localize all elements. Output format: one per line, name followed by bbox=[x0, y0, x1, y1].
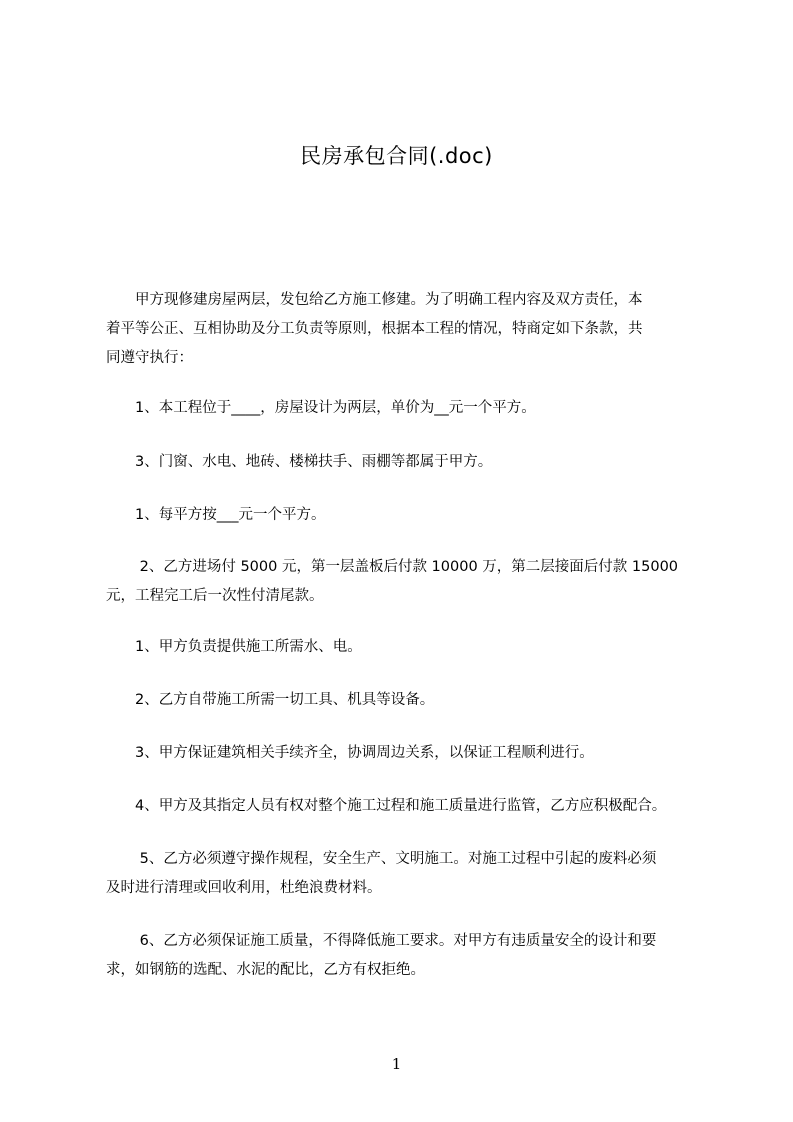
paragraph-line: 元，工程完工后一次性付清尾款。 bbox=[106, 588, 324, 604]
paragraph-line: 4、甲方及其指定人员有权对整个施工过程和施工质量进行监管，乙方应积极配合。 bbox=[106, 798, 667, 814]
paragraph-line: 及时进行清理或回收利用，杜绝浪费材料。 bbox=[106, 880, 382, 896]
paragraph-line: 求，如钢筋的选配、水泥的配比，乙方有权拒绝。 bbox=[106, 962, 425, 978]
paragraph-line: 着平等公正、互相协助及分工负责等原则，根据本工程的情况，特商定如下条款，共 bbox=[106, 321, 643, 337]
paragraph-line: 3、门窗、水电、地砖、楼梯扶手、雨棚等都属于甲方。 bbox=[106, 454, 493, 470]
clause-tools-equipment bbox=[106, 686, 716, 715]
clause-safety-waste bbox=[106, 845, 716, 903]
page-number: 1 bbox=[391, 1055, 402, 1073]
paragraph-line: 3、甲方保证建筑相关手续齐全，协调周边关系，以保证工程顺利进行。 bbox=[106, 745, 594, 761]
paragraph-line: 1、每平方按___元一个平方。 bbox=[106, 507, 326, 523]
clause-supervision bbox=[106, 792, 716, 821]
document-title: 民房承包合同(.doc) bbox=[300, 144, 493, 168]
clause-owner-materials bbox=[106, 448, 716, 477]
paragraph-line: 2、乙方自带施工所需一切工具、机具等设备。 bbox=[106, 692, 435, 708]
clause-permits bbox=[106, 739, 716, 768]
paragraph-line: 同遵守执行： bbox=[106, 350, 193, 366]
clause-payment-schedule bbox=[106, 553, 716, 611]
paragraph-line: 5、乙方必须遵守操作规程，安全生产、文明施工。对施工过程中引起的废料必须 bbox=[106, 851, 657, 867]
paragraph-line: 2、乙方进场付 5000 元，第一层盖板后付款 10000 万，第二层接面后付款 15000 bbox=[106, 559, 679, 575]
clause-water-electricity bbox=[106, 633, 716, 662]
paragraph-line: 甲方现修建房屋两层，发包给乙方施工修建。为了明确工程内容及双方责任，本 bbox=[106, 292, 643, 308]
paragraph-preamble bbox=[106, 286, 716, 373]
clause-quality bbox=[106, 927, 716, 985]
paragraph-line: 1、本工程位于____，房屋设计为两层，单价为__元一个平方。 bbox=[106, 400, 536, 416]
clause-project-location bbox=[106, 394, 716, 423]
paragraph-line: 1、甲方负责提供施工所需水、电。 bbox=[106, 639, 362, 655]
paragraph-line: 6、乙方必须保证施工质量，不得降低施工要求。对甲方有违质量安全的设计和要 bbox=[106, 933, 657, 949]
clause-unit-price bbox=[106, 501, 716, 530]
